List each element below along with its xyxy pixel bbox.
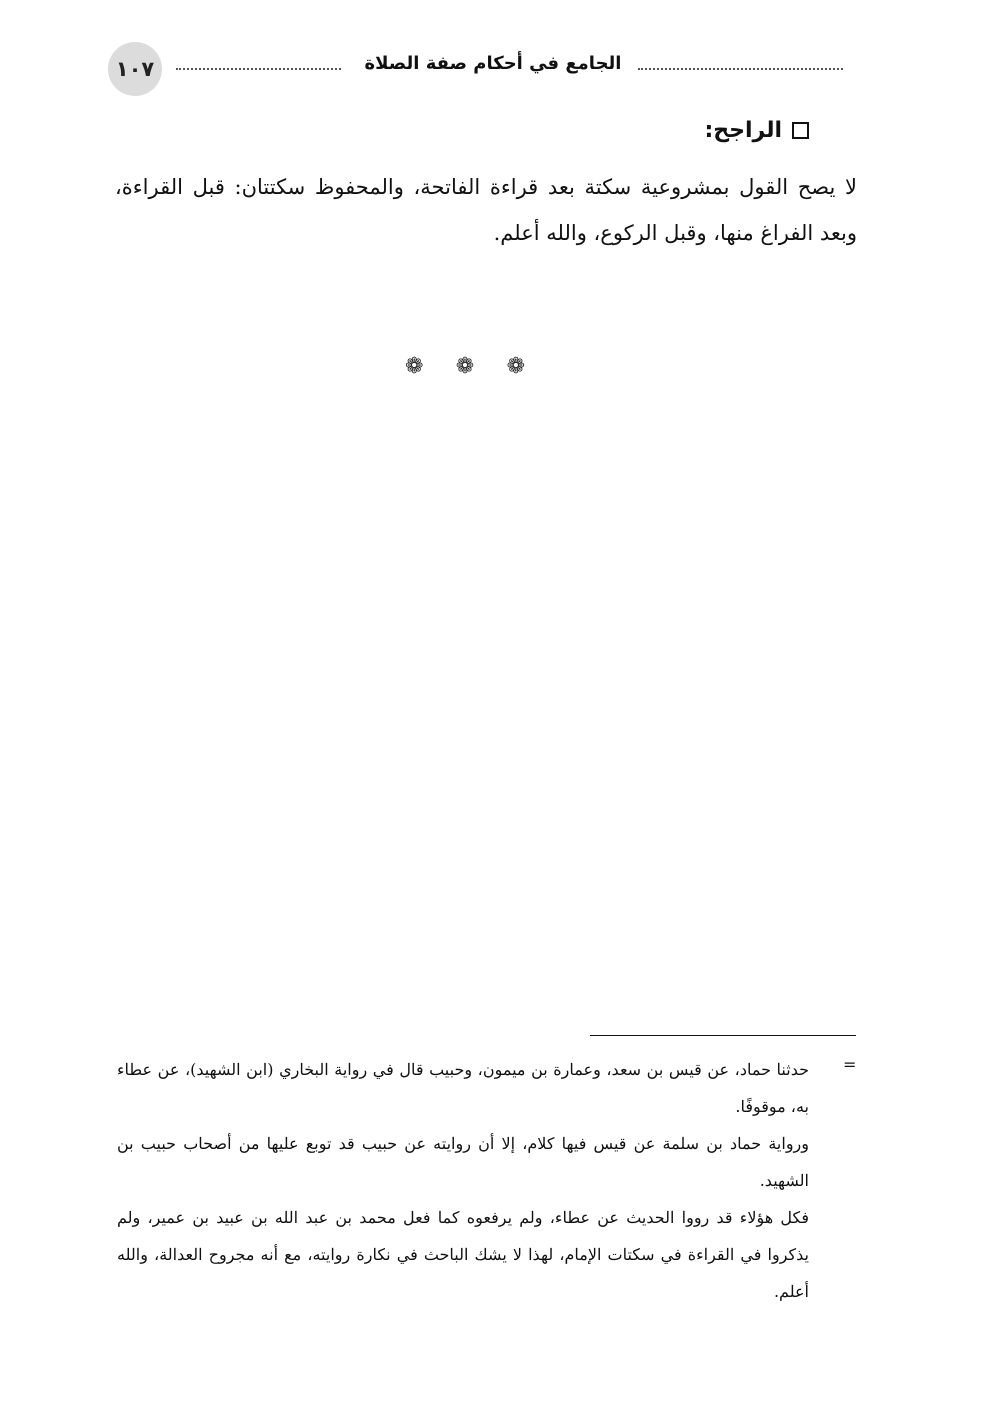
footnote-paragraph: فكل هؤلاء قد رووا الحديث عن عطاء، ولم يرفعوه كما فعل محمد بن عبد الله بن عبيد بن عمير، ولم يذكروا في القراءة في سكتات الإمام، لهذا لا يشك الباحث في نكارة روايته، مع أنه مجروح العدالة، والله أعلم. bbox=[117, 1208, 809, 1301]
header-dotted-rule-right bbox=[638, 68, 843, 70]
flower-ornament-icon: ❁ bbox=[455, 354, 475, 379]
page-number: ١٠٧ bbox=[108, 42, 162, 96]
header-dotted-rule-left bbox=[176, 68, 341, 70]
flower-ornament-icon: ❁ bbox=[405, 354, 424, 379]
section-divider-ornaments bbox=[405, 354, 525, 379]
footnote-paragraph: ورواية حماد بن سلمة عن قيس فيها كلام، إلا أن روايته عن حبيب قد توبع عليها من أصحاب حبيب بن الشهيد. bbox=[117, 1134, 809, 1190]
footnote-separator bbox=[590, 1035, 856, 1036]
footnote-paragraph: حدثنا حماد، عن قيس بن سعد، وعمارة بن ميمون، وحبيب قال في رواية البخاري (ابن الشهيد)، عن عطاء به، موقوفًا. bbox=[117, 1060, 809, 1116]
footnote-continuation-marker: = bbox=[843, 1055, 857, 1074]
flower-ornament-icon: ❁ bbox=[506, 354, 525, 379]
running-title: الجامع في أحكام صفة الصلاة bbox=[364, 53, 622, 74]
section-heading-text: الراجح: bbox=[704, 118, 782, 143]
section-heading bbox=[704, 118, 809, 143]
square-checkbox-icon bbox=[792, 122, 809, 139]
section-body-text: لا يصح القول بمشروعية سكتة بعد قراءة الفاتحة، والمحفوظ سكتتان: قبل القراءة، وبعد الفراغ منها، وقبل الركوع، والله أعلم. bbox=[115, 175, 857, 245]
footnotes bbox=[117, 1051, 809, 1310]
page-header bbox=[108, 40, 856, 96]
